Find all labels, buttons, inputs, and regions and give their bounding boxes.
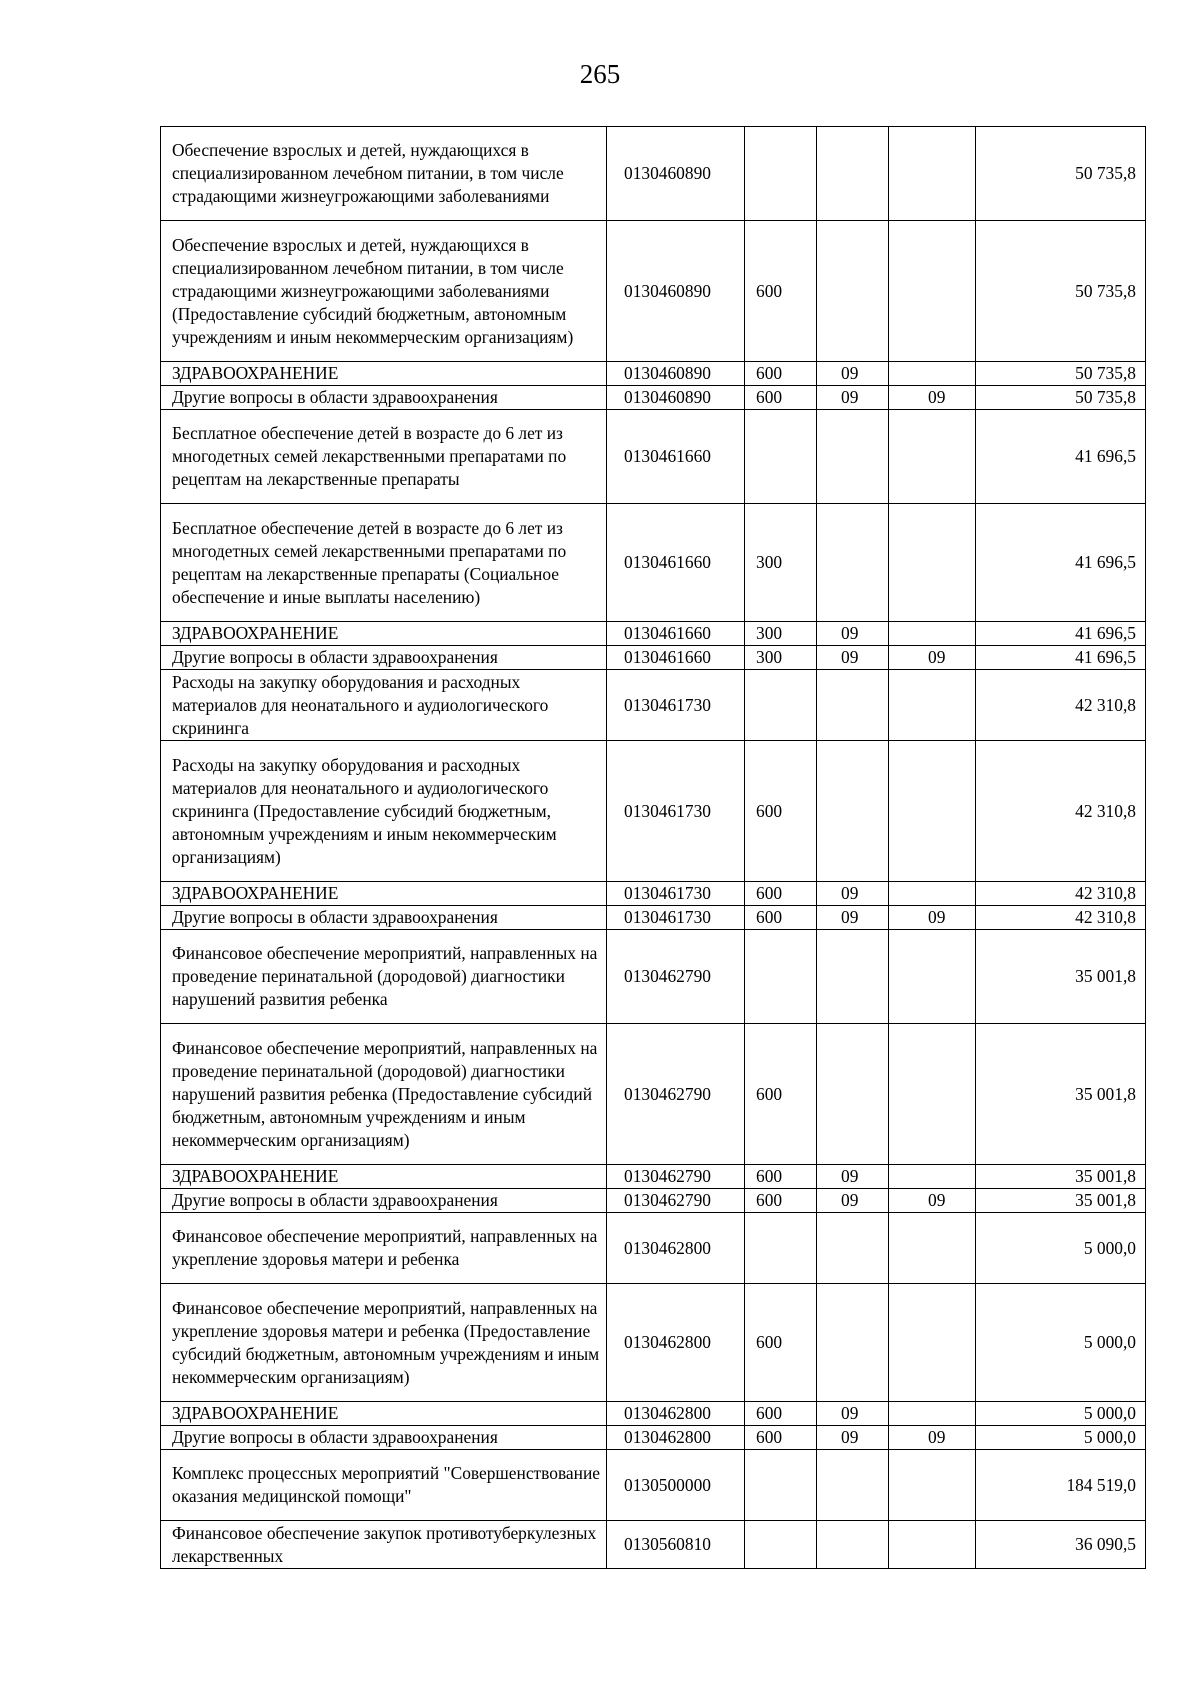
table-row (161, 504, 1146, 622)
row-name-cell: Другие вопросы в области здравоохранения (161, 1426, 607, 1450)
row-name-cell: Другие вопросы в области здравоохранения (161, 1189, 607, 1213)
amount-cell: 41 696,5 (976, 504, 1146, 622)
subsection-code-cell: 09 (889, 1189, 976, 1213)
expense-type-code-cell: 300 (745, 646, 817, 670)
subsection-code-cell (889, 221, 976, 362)
page-number: 265 (579, 59, 621, 89)
table-row (161, 882, 1146, 906)
expense-type-code-cell: 600 (745, 1426, 817, 1450)
amount-cell: 35 001,8 (976, 1024, 1146, 1165)
subsection-code-cell (889, 127, 976, 221)
amount-cell: 41 696,5 (976, 622, 1146, 646)
subsection-code-cell: 09 (889, 386, 976, 410)
row-name-cell: Обеспечение взрослых и детей, нуждающихся в специализированном лечебном питании, в том числе страдающими жизнеугрожающими заболеваниями (161, 127, 607, 221)
amount-cell: 5 000,0 (976, 1284, 1146, 1402)
target-article-code-cell: 0130460890 (607, 127, 745, 221)
row-name-cell: Комплекс процессных мероприятий "Совершенствование оказания медицинской помощи" (161, 1450, 607, 1521)
expense-type-code-cell: 600 (745, 362, 817, 386)
section-code-cell (817, 127, 889, 221)
section-code-cell (817, 221, 889, 362)
table-row (161, 1426, 1146, 1450)
amount-cell: 5 000,0 (976, 1213, 1146, 1284)
section-code-cell: 09 (817, 882, 889, 906)
target-article-code-cell: 0130500000 (607, 1450, 745, 1521)
row-name-cell: Финансовое обеспечение мероприятий, направленных на укрепление здоровья матери и ребенка (Предоставление субсидий бюджетным, автономным учреждениям и иным некоммерческим организациям) (161, 1284, 607, 1402)
section-code-cell: 09 (817, 386, 889, 410)
row-name-cell: Расходы на закупку оборудования и расходных материалов для неонатального и аудиологического скрининга (161, 670, 607, 741)
expense-type-code-cell (745, 1450, 817, 1521)
table-row (161, 1213, 1146, 1284)
row-name-cell: Финансовое обеспечение мероприятий, направленных на укрепление здоровья матери и ребенка (161, 1213, 607, 1284)
expense-type-code-cell: 600 (745, 906, 817, 930)
target-article-code-cell: 0130560810 (607, 1521, 745, 1569)
row-name-cell: Бесплатное обеспечение детей в возрасте до 6 лет из многодетных семей лекарственными препаратами по рецептам на лекарственные препараты (161, 410, 607, 504)
row-name-cell: Другие вопросы в области здравоохранения (161, 386, 607, 410)
table-row (161, 741, 1146, 882)
table-row (161, 362, 1146, 386)
expense-type-code-cell: 300 (745, 504, 817, 622)
amount-cell: 42 310,8 (976, 741, 1146, 882)
table-row (161, 906, 1146, 930)
table-row (161, 670, 1146, 741)
section-code-cell (817, 1450, 889, 1521)
table-row (161, 386, 1146, 410)
table-row (161, 1165, 1146, 1189)
amount-cell: 50 735,8 (976, 386, 1146, 410)
subsection-code-cell (889, 410, 976, 504)
expense-type-code-cell: 600 (745, 741, 817, 882)
target-article-code-cell: 0130461660 (607, 504, 745, 622)
row-name-cell: Финансовое обеспечение закупок противотуберкулезных лекарственных (161, 1521, 607, 1569)
subsection-code-cell (889, 1402, 976, 1426)
row-name-cell: Другие вопросы в области здравоохранения (161, 906, 607, 930)
subsection-code-cell: 09 (889, 646, 976, 670)
section-code-cell (817, 670, 889, 741)
target-article-code-cell: 0130460890 (607, 362, 745, 386)
target-article-code-cell: 0130461730 (607, 906, 745, 930)
row-name-cell: ЗДРАВООХРАНЕНИЕ (161, 622, 607, 646)
target-article-code-cell: 0130461660 (607, 622, 745, 646)
section-code-cell: 09 (817, 1402, 889, 1426)
amount-cell: 35 001,8 (976, 930, 1146, 1024)
section-code-cell: 09 (817, 906, 889, 930)
row-name-cell: ЗДРАВООХРАНЕНИЕ (161, 1402, 607, 1426)
subsection-code-cell (889, 930, 976, 1024)
row-name-cell: Расходы на закупку оборудования и расходных материалов для неонатального и аудиологического скрининга (Предоставление субсидий бюджетным, автономным учреждениям и иным некоммерческим организациям) (161, 741, 607, 882)
section-code-cell (817, 1284, 889, 1402)
target-article-code-cell: 0130461660 (607, 410, 745, 504)
subsection-code-cell: 09 (889, 906, 976, 930)
table-row (161, 1024, 1146, 1165)
subsection-code-cell (889, 882, 976, 906)
section-code-cell: 09 (817, 362, 889, 386)
subsection-code-cell (889, 741, 976, 882)
expense-type-code-cell (745, 127, 817, 221)
expense-type-code-cell (745, 410, 817, 504)
amount-cell: 5 000,0 (976, 1426, 1146, 1450)
amount-cell: 36 090,5 (976, 1521, 1146, 1569)
subsection-code-cell (889, 1213, 976, 1284)
section-code-cell (817, 930, 889, 1024)
target-article-code-cell: 0130462790 (607, 1165, 745, 1189)
expense-type-code-cell (745, 930, 817, 1024)
amount-cell: 50 735,8 (976, 362, 1146, 386)
section-code-cell (817, 504, 889, 622)
expense-type-code-cell: 600 (745, 1165, 817, 1189)
expense-type-code-cell: 600 (745, 1024, 817, 1165)
amount-cell: 35 001,8 (976, 1189, 1146, 1213)
target-article-code-cell: 0130461730 (607, 741, 745, 882)
amount-cell: 42 310,8 (976, 882, 1146, 906)
row-name-cell: Обеспечение взрослых и детей, нуждающихся в специализированном лечебном питании, в том числе страдающими жизнеугрожающими заболеваниями (Предоставление субсидий бюджетным, автономным учреждениям и иным некоммерческим организациям) (161, 221, 607, 362)
target-article-code-cell: 0130462800 (607, 1213, 745, 1284)
row-name-cell: Бесплатное обеспечение детей в возрасте до 6 лет из многодетных семей лекарственными препаратами по рецептам на лекарственные препараты (Социальное обеспечение и иные выплаты населению) (161, 504, 607, 622)
target-article-code-cell: 0130460890 (607, 386, 745, 410)
section-code-cell (817, 1521, 889, 1569)
expense-type-code-cell: 600 (745, 386, 817, 410)
row-name-cell: Другие вопросы в области здравоохранения (161, 646, 607, 670)
amount-cell: 42 310,8 (976, 670, 1146, 741)
section-code-cell: 09 (817, 622, 889, 646)
table-row (161, 1189, 1146, 1213)
target-article-code-cell: 0130462790 (607, 1024, 745, 1165)
budget-table (160, 126, 1146, 1569)
amount-cell: 42 310,8 (976, 906, 1146, 930)
table-row (161, 1284, 1146, 1402)
row-name-cell: ЗДРАВООХРАНЕНИЕ (161, 362, 607, 386)
row-name-cell: Финансовое обеспечение мероприятий, направленных на проведение перинатальной (дородовой) диагностики нарушений развития ребенка (161, 930, 607, 1024)
subsection-code-cell (889, 1284, 976, 1402)
table-row (161, 930, 1146, 1024)
subsection-code-cell (889, 362, 976, 386)
table-row (161, 221, 1146, 362)
expense-type-code-cell: 600 (745, 1284, 817, 1402)
section-code-cell (817, 741, 889, 882)
table-row (161, 410, 1146, 504)
target-article-code-cell: 0130460890 (607, 221, 745, 362)
subsection-code-cell (889, 670, 976, 741)
expense-type-code-cell: 600 (745, 221, 817, 362)
expense-type-code-cell: 600 (745, 1189, 817, 1213)
row-name-cell: ЗДРАВООХРАНЕНИЕ (161, 882, 607, 906)
section-code-cell (817, 1213, 889, 1284)
table-row (161, 622, 1146, 646)
subsection-code-cell (889, 1024, 976, 1165)
subsection-code-cell (889, 1521, 976, 1569)
table-row (161, 1521, 1146, 1569)
expense-type-code-cell: 300 (745, 622, 817, 646)
target-article-code-cell: 0130462790 (607, 930, 745, 1024)
section-code-cell (817, 410, 889, 504)
subsection-code-cell (889, 622, 976, 646)
section-code-cell: 09 (817, 646, 889, 670)
table-row (161, 1402, 1146, 1426)
section-code-cell: 09 (817, 1165, 889, 1189)
section-code-cell: 09 (817, 1426, 889, 1450)
subsection-code-cell (889, 1450, 976, 1521)
amount-cell: 5 000,0 (976, 1402, 1146, 1426)
row-name-cell: ЗДРАВООХРАНЕНИЕ (161, 1165, 607, 1189)
table-row (161, 646, 1146, 670)
expense-type-code-cell: 600 (745, 1402, 817, 1426)
budget-table-body (161, 127, 1146, 1569)
expense-type-code-cell: 600 (745, 882, 817, 906)
table-row (161, 1450, 1146, 1521)
row-name-cell: Финансовое обеспечение мероприятий, направленных на проведение перинатальной (дородовой) диагностики нарушений развития ребенка (Предоставление субсидий бюджетным, автономным учреждениям и иным некоммерческим организациям) (161, 1024, 607, 1165)
table-row (161, 127, 1146, 221)
expense-type-code-cell (745, 1213, 817, 1284)
subsection-code-cell (889, 1165, 976, 1189)
amount-cell: 184 519,0 (976, 1450, 1146, 1521)
amount-cell: 41 696,5 (976, 646, 1146, 670)
section-code-cell: 09 (817, 1189, 889, 1213)
target-article-code-cell: 0130462800 (607, 1402, 745, 1426)
amount-cell: 50 735,8 (976, 221, 1146, 362)
target-article-code-cell: 0130462800 (607, 1284, 745, 1402)
amount-cell: 50 735,8 (976, 127, 1146, 221)
section-code-cell (817, 1024, 889, 1165)
target-article-code-cell: 0130462790 (607, 1189, 745, 1213)
target-article-code-cell: 0130462800 (607, 1426, 745, 1450)
subsection-code-cell: 09 (889, 1426, 976, 1450)
subsection-code-cell (889, 504, 976, 622)
amount-cell: 41 696,5 (976, 410, 1146, 504)
target-article-code-cell: 0130461660 (607, 646, 745, 670)
target-article-code-cell: 0130461730 (607, 882, 745, 906)
target-article-code-cell: 0130461730 (607, 670, 745, 741)
expense-type-code-cell (745, 670, 817, 741)
expense-type-code-cell (745, 1521, 817, 1569)
amount-cell: 35 001,8 (976, 1165, 1146, 1189)
